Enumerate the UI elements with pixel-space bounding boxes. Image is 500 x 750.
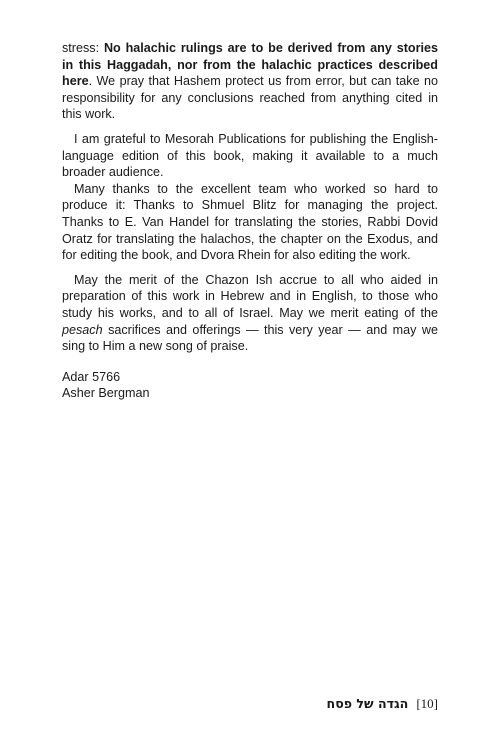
paragraph-blessing xyxy=(62,272,438,355)
page-body xyxy=(62,40,438,402)
blessing-part-b: sacrifices and offerings — this very year — and may we sing to Him a new song of praise. xyxy=(62,322,438,354)
signature-name: Asher Bergman xyxy=(62,386,150,401)
page-number: [10] xyxy=(416,696,438,711)
paragraph-thanks: Many thanks to the excellent team who worked so hard to produce it: Thanks to Shmuel Blitz for managing the project. Thanks to E. Van Handel for translating the stories, Rabbi Dovid Oratz for translating the halachos, the chapter on the Exodus, and for editing the book, and Dvora Rhein for also editing the work. xyxy=(62,181,438,263)
signature-date: Adar 5766 xyxy=(62,369,121,384)
disclaimer-lead: stress: xyxy=(62,41,104,55)
paragraph-disclaimer xyxy=(62,40,438,123)
disclaimer-bold: No halachic rulings are to be derived from any stories in this Haggadah, nor from the halachic practices described here xyxy=(62,41,438,89)
paragraph-gratitude: I am grateful to Mesorah Publications for publishing the English-language edition of this book, making it available to a much broader audience. xyxy=(62,131,438,180)
blessing-italic: pesach xyxy=(62,322,103,337)
blessing-part-a: May the merit of the Chazon Ish accrue to all who aided in preparation of this work in Hebrew and in English, to those who study his works, and to all of Israel. May we merit eating of the xyxy=(62,272,438,320)
running-head: הגדה של פסח xyxy=(326,696,409,711)
disclaimer-rest: . We pray that Hashem protect us from error, but can take no responsibility for any conclusions reached from anything cited in this work. xyxy=(62,74,438,122)
signature-block xyxy=(62,369,438,402)
page-footer xyxy=(62,696,438,712)
